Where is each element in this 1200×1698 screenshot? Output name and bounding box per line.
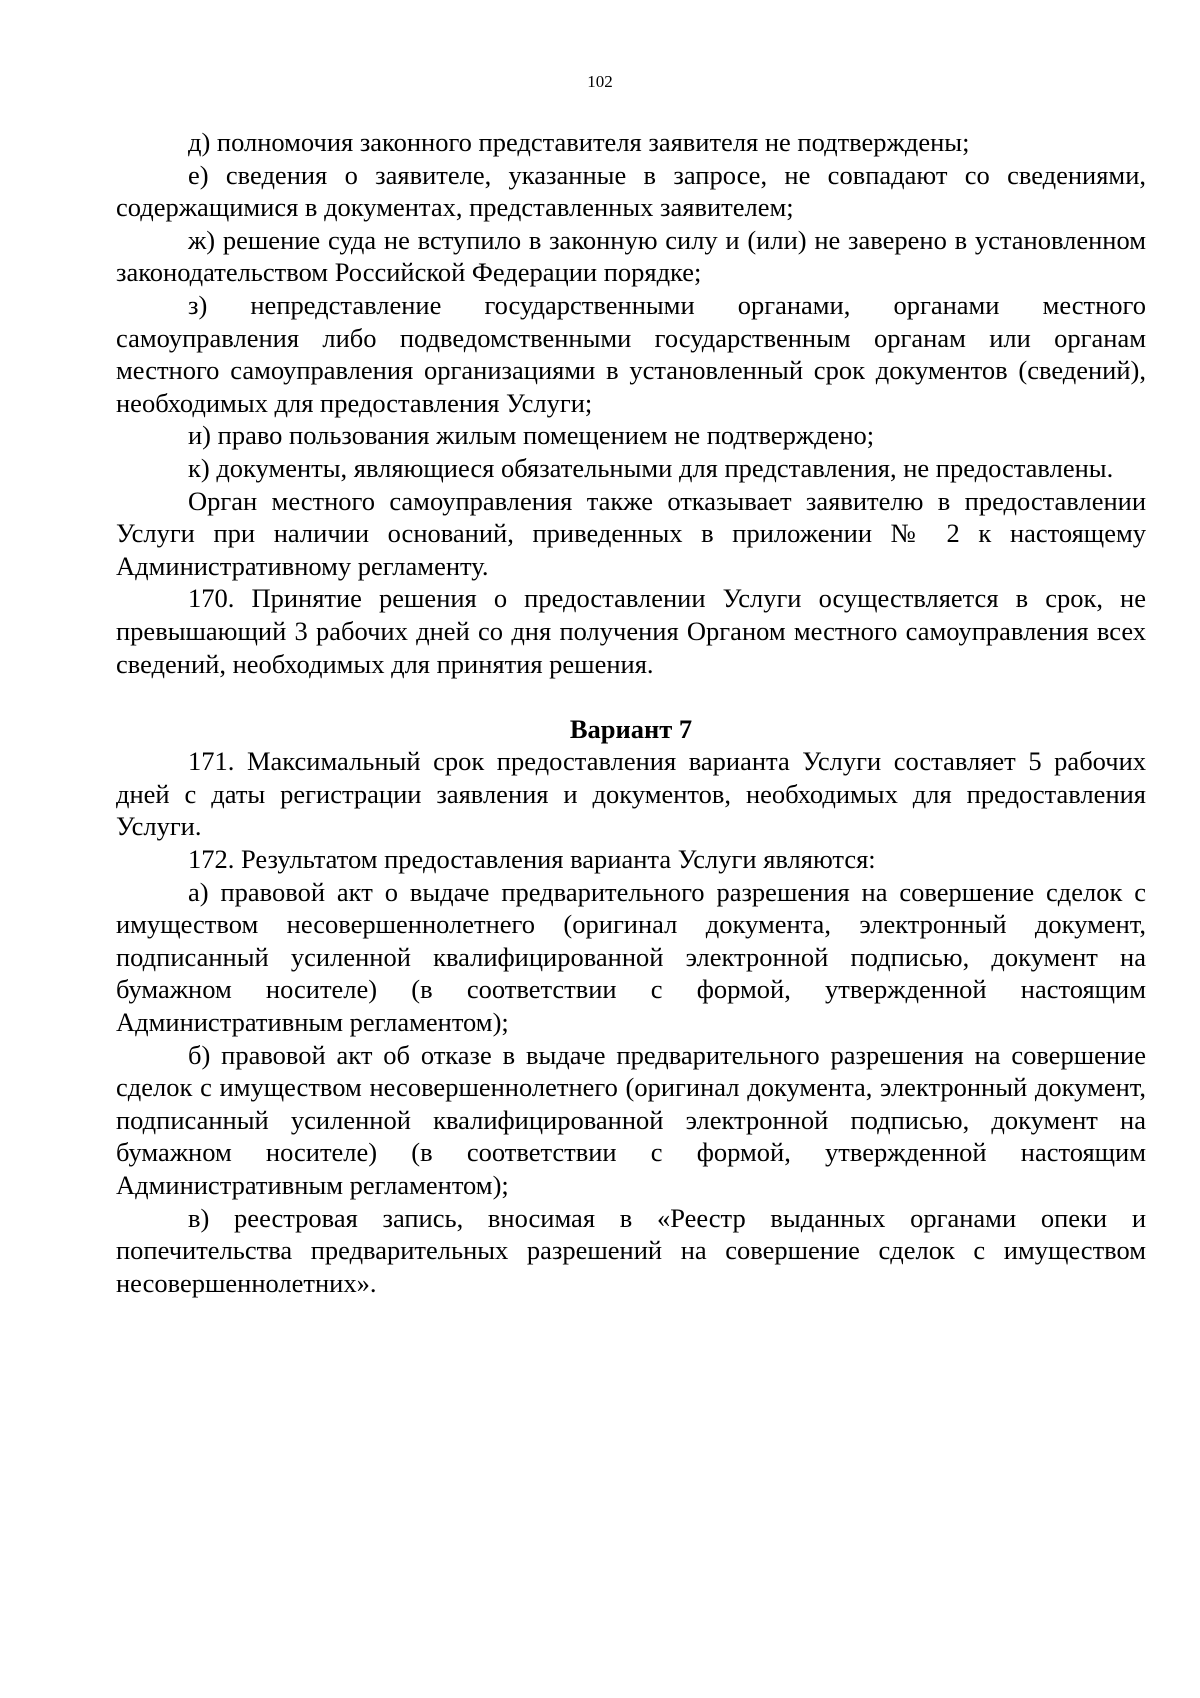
paragraph-refusal: Орган местного самоуправления также отказывает заявителю в предоставлении Услуги при наличии оснований, приведенных в приложении № 2 к настоящему Административному регламенту.	[116, 485, 1146, 581]
page-number: 102	[587, 72, 613, 91]
document-body	[116, 126, 1146, 1299]
section-heading: Вариант 7	[569, 713, 693, 744]
paragraph-k: к) документы, являющиеся обязательными для представления, не предоставлены.	[188, 452, 1114, 483]
paragraph-v: в) реестровая запись, вносимая в «Реестр выданных органами опеки и попечительства предварительных разрешений на совершение сделок с имуществом несовершеннолетних».	[116, 1202, 1146, 1298]
paragraph-b: б) правовой акт об отказе в выдаче предварительного разрешения на совершение сделок с имуществом несовершеннолетнего (оригинал документа, электронный документ, подписанный усиленной квалифицированной электронной подписью, документ на бумажном носителе) (в соответствии с формой, утвержденной настоящим Административным регламентом);	[116, 1039, 1146, 1200]
paragraph-170: 170. Принятие решения о предоставлении Услуги осуществляется в срок, не превышающий 3 рабочих дней со дня получения Органом местного самоуправления всех сведений, необходимых для принятия решения.	[116, 583, 1146, 679]
paragraph-z: з) непредставление государственными органами, органами местного самоуправления либо подведомственными государственным органам или органам местного самоуправления организациями в установленный срок документов (сведений), необходимых для предоставления Услуги;	[116, 289, 1146, 418]
paragraph-171: 171. Максимальный срок предоставления варианта Услуги составляет 5 рабочих дней с даты регистрации заявления и документов, необходимых для предоставления Услуги.	[116, 746, 1146, 842]
paragraph-a: а) правовой акт о выдаче предварительного разрешения на совершение сделок с имуществом несовершеннолетнего (оригинал документа, электронный документ, подписанный усиленной квалифицированной электронной подписью, документ на бумажном носителе) (в соответствии с формой, утвержденной настоящим Административным регламентом);	[116, 876, 1146, 1038]
paragraph-e: е) сведения о заявителе, указанные в запросе, не совпадают со сведениями, содержащимися в документах, представленных заявителем;	[116, 159, 1146, 223]
paragraph-zh: ж) решение суда не вступило в законную силу и (или) не заверено в установленном законодательством Российской Федерации порядке;	[116, 224, 1146, 288]
paragraph-d: д) полномочия законного представителя заявителя не подтверждены;	[188, 127, 970, 157]
paragraph-i: и) право пользования жилым помещением не подтверждено;	[188, 420, 875, 451]
paragraph-172: 172. Результатом предоставления варианта Услуги являются:	[188, 844, 876, 875]
